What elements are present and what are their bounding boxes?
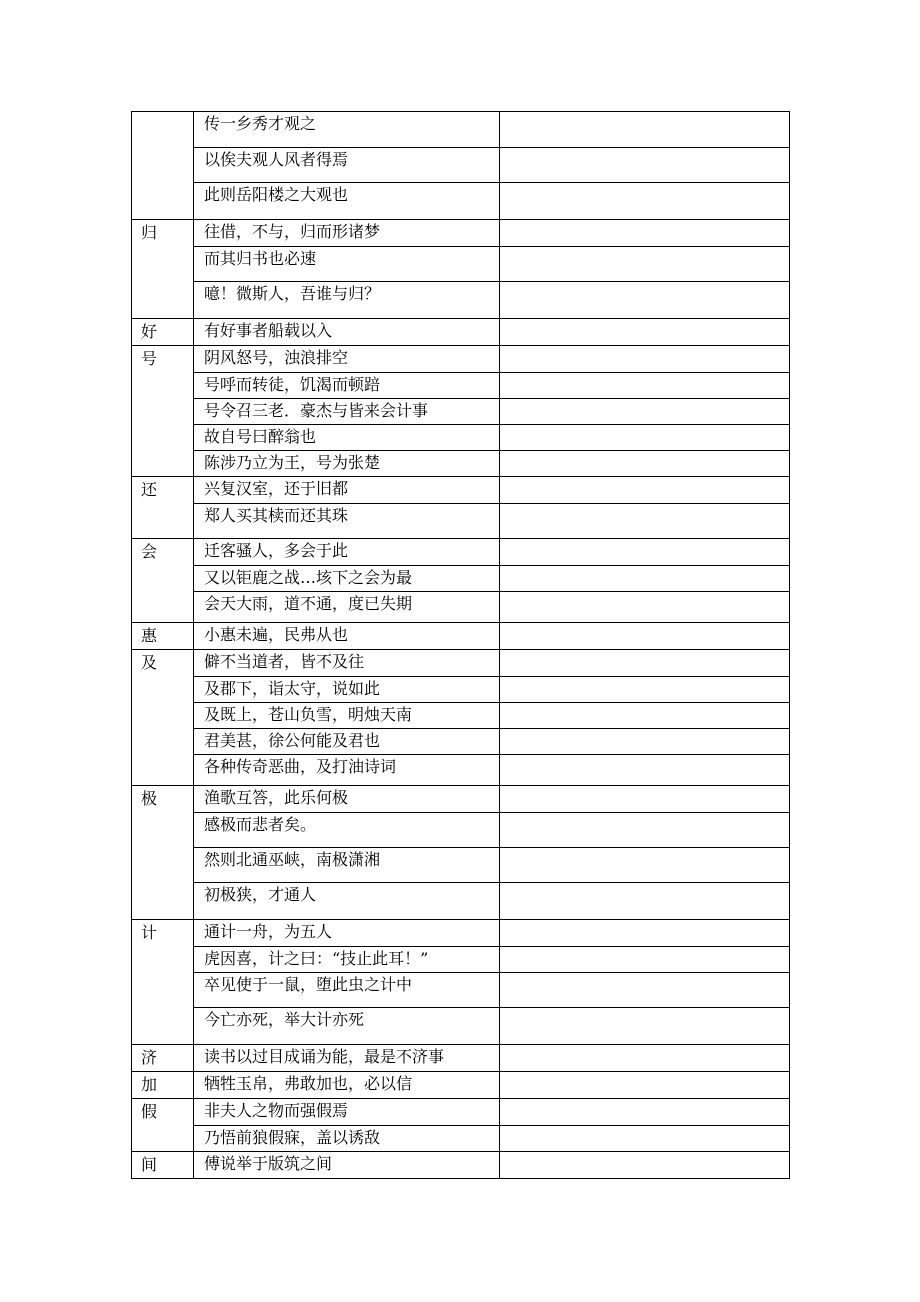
vocabulary-table — [131, 111, 790, 1179]
table-row — [194, 847, 790, 882]
table-row — [194, 565, 790, 591]
meaning-cell — [500, 566, 790, 591]
table-row — [194, 882, 790, 919]
table-row — [194, 147, 790, 182]
headword-cell: 加 — [131, 1072, 194, 1098]
example-sentence-cell: 故自号曰醉翁也 — [194, 425, 500, 450]
meaning-cell — [500, 112, 790, 147]
meaning-cell — [500, 848, 790, 882]
meaning-cell — [500, 813, 790, 847]
headword-cell: 极 — [131, 786, 194, 919]
table-row — [194, 623, 790, 649]
meaning-cell — [500, 148, 790, 182]
example-sentence-cell: 噫！微斯人，吾谁与归？ — [194, 282, 500, 318]
example-sentence-cell: 今亡亦死，举大计亦死 — [194, 1008, 500, 1044]
example-sentence-cell: 此则岳阳楼之大观也 — [194, 183, 500, 219]
table-row — [194, 319, 790, 345]
example-sentence-cell: 虎因喜，计之曰：“技止此耳！” — [194, 947, 500, 972]
headword-cell: 计 — [131, 920, 194, 1044]
group-rows — [194, 346, 790, 476]
meaning-cell — [500, 1008, 790, 1044]
headword-cell — [131, 112, 194, 219]
example-sentence-cell: 读书以过目成诵为能，最是不济事 — [194, 1045, 500, 1071]
headword-cell: 及 — [131, 650, 194, 785]
table-row — [194, 346, 790, 372]
example-sentence-cell: 阴风怒号，浊浪排空 — [194, 346, 500, 372]
meaning-cell — [500, 677, 790, 702]
group-rows — [194, 920, 790, 1044]
meaning-cell — [500, 729, 790, 754]
table-group — [131, 1071, 790, 1098]
example-sentence-cell: 乃悟前狼假寐，盖以诱敌 — [194, 1126, 500, 1151]
meaning-cell — [500, 373, 790, 398]
example-sentence-cell: 而其归书也必速 — [194, 247, 500, 281]
table-row — [194, 1099, 790, 1125]
headword-cell: 会 — [131, 539, 194, 622]
group-rows — [194, 1099, 790, 1151]
meaning-cell — [500, 592, 790, 622]
meaning-cell — [500, 220, 790, 246]
meaning-cell — [500, 1152, 790, 1178]
table-group — [131, 622, 790, 649]
table-group — [131, 1098, 790, 1151]
example-sentence-cell: 各种传奇恶曲，及打油诗词 — [194, 755, 500, 785]
table-row — [194, 1152, 790, 1178]
example-sentence-cell: 感极而悲者矣。 — [194, 813, 500, 847]
group-rows — [194, 319, 790, 345]
meaning-cell — [500, 183, 790, 219]
table-row — [194, 1045, 790, 1071]
headword-cell: 间 — [131, 1152, 194, 1178]
table-group — [131, 1151, 790, 1179]
headword-cell: 归 — [131, 220, 194, 318]
group-rows — [194, 623, 790, 649]
table-row — [194, 246, 790, 281]
group-rows — [194, 477, 790, 538]
meaning-cell — [500, 703, 790, 728]
table-group — [131, 1044, 790, 1071]
group-rows — [194, 1072, 790, 1098]
meaning-cell — [500, 539, 790, 565]
example-sentence-cell: 往借，不与，归而形诸梦 — [194, 220, 500, 246]
meaning-cell — [500, 883, 790, 919]
group-rows — [194, 1152, 790, 1178]
meaning-cell — [500, 346, 790, 372]
example-sentence-cell: 通计一舟，为五人 — [194, 920, 500, 946]
table-row — [194, 220, 790, 246]
table-row — [194, 450, 790, 476]
table-row — [194, 920, 790, 946]
table-row — [194, 754, 790, 785]
example-sentence-cell: 陈涉乃立为王，号为张楚 — [194, 451, 500, 476]
example-sentence-cell: 卒见使于一鼠，堕此虫之计中 — [194, 973, 500, 1007]
table-row — [194, 972, 790, 1007]
table-row — [194, 281, 790, 318]
meaning-cell — [500, 623, 790, 649]
table-row — [194, 650, 790, 676]
group-rows — [194, 539, 790, 622]
example-sentence-cell: 又以钜鹿之战…垓下之会为最 — [194, 566, 500, 591]
group-rows — [194, 786, 790, 919]
table-row — [194, 946, 790, 972]
group-rows — [194, 1045, 790, 1071]
table-row — [194, 1007, 790, 1044]
headword-cell: 好 — [131, 319, 194, 345]
meaning-cell — [500, 786, 790, 812]
meaning-cell — [500, 399, 790, 424]
example-sentence-cell: 君美甚，徐公何能及君也 — [194, 729, 500, 754]
meaning-cell — [500, 947, 790, 972]
headword-cell: 济 — [131, 1045, 194, 1071]
example-sentence-cell: 傅说举于版筑之间 — [194, 1152, 500, 1178]
table-group — [131, 919, 790, 1044]
meaning-cell — [500, 1099, 790, 1125]
example-sentence-cell: 郑人买其椟而还其珠 — [194, 504, 500, 538]
meaning-cell — [500, 425, 790, 450]
table-row — [194, 372, 790, 398]
example-sentence-cell: 渔歌互答，此乐何极 — [194, 786, 500, 812]
meaning-cell — [500, 1126, 790, 1151]
meaning-cell — [500, 755, 790, 785]
example-sentence-cell: 及郡下，诣太守，说如此 — [194, 677, 500, 702]
table-row — [194, 424, 790, 450]
table-row — [194, 1072, 790, 1098]
table-row — [194, 112, 790, 147]
meaning-cell — [500, 650, 790, 676]
table-group — [131, 111, 790, 219]
table-row — [194, 728, 790, 754]
meaning-cell — [500, 920, 790, 946]
meaning-cell — [500, 282, 790, 318]
meaning-cell — [500, 504, 790, 538]
example-sentence-cell: 牺牲玉帛，弗敢加也，必以信 — [194, 1072, 500, 1098]
example-sentence-cell: 非夫人之物而强假焉 — [194, 1099, 500, 1125]
table-row — [194, 1125, 790, 1151]
group-rows — [194, 112, 790, 219]
table-row — [194, 786, 790, 812]
table-group — [131, 476, 790, 538]
table-row — [194, 477, 790, 503]
example-sentence-cell: 初极狭，才通人 — [194, 883, 500, 919]
table-group — [131, 785, 790, 919]
example-sentence-cell: 及既上，苍山负雪，明烛天南 — [194, 703, 500, 728]
meaning-cell — [500, 973, 790, 1007]
group-rows — [194, 220, 790, 318]
example-sentence-cell: 号令召三老．豪杰与皆来会计事 — [194, 399, 500, 424]
meaning-cell — [500, 1072, 790, 1098]
table-group — [131, 219, 790, 318]
example-sentence-cell: 迁客骚人，多会于此 — [194, 539, 500, 565]
table-row — [194, 539, 790, 565]
table-row — [194, 591, 790, 622]
table-row — [194, 398, 790, 424]
headword-cell: 假 — [131, 1099, 194, 1151]
meaning-cell — [500, 451, 790, 476]
example-sentence-cell: 僻不当道者，皆不及往 — [194, 650, 500, 676]
headword-cell: 惠 — [131, 623, 194, 649]
table-row — [194, 503, 790, 538]
table-row — [194, 182, 790, 219]
meaning-cell — [500, 1045, 790, 1071]
table-row — [194, 812, 790, 847]
meaning-cell — [500, 319, 790, 345]
table-group — [131, 538, 790, 622]
group-rows — [194, 650, 790, 785]
example-sentence-cell: 然则北通巫峡，南极潇湘 — [194, 848, 500, 882]
table-row — [194, 676, 790, 702]
headword-cell: 号 — [131, 346, 194, 476]
example-sentence-cell: 小惠未遍，民弗从也 — [194, 623, 500, 649]
table-row — [194, 702, 790, 728]
headword-cell: 还 — [131, 477, 194, 538]
table-group — [131, 318, 790, 345]
table-group — [131, 345, 790, 476]
example-sentence-cell: 以俟夫观人风者得焉 — [194, 148, 500, 182]
meaning-cell — [500, 247, 790, 281]
example-sentence-cell: 传一乡秀才观之 — [194, 112, 500, 147]
meaning-cell — [500, 477, 790, 503]
example-sentence-cell: 兴复汉室，还于旧都 — [194, 477, 500, 503]
table-group — [131, 649, 790, 785]
example-sentence-cell: 会天大雨，道不通，度已失期 — [194, 592, 500, 622]
example-sentence-cell: 有好事者船载以入 — [194, 319, 500, 345]
example-sentence-cell: 号呼而转徒，饥渴而顿踣 — [194, 373, 500, 398]
